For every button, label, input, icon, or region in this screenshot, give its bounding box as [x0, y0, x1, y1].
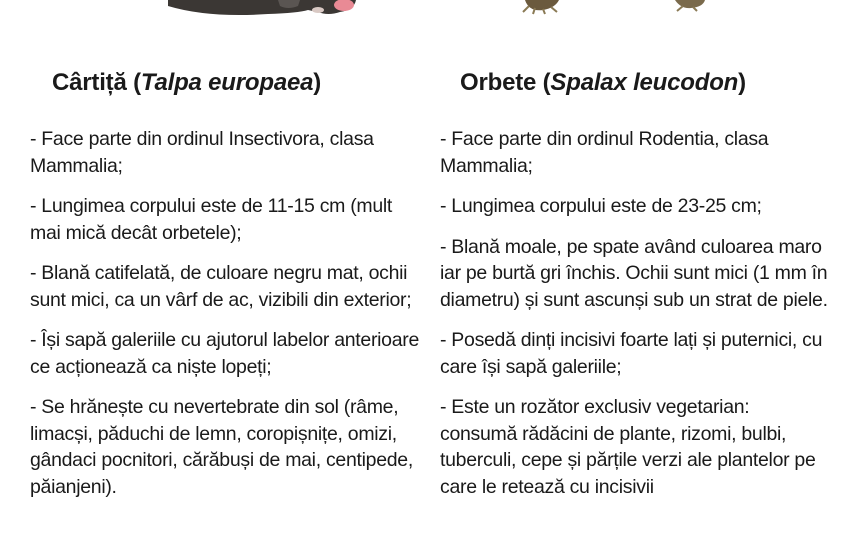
mole-scientific-name: Talpa europaea — [140, 69, 314, 96]
blind-mole-rat-illustration — [515, 0, 725, 18]
blind-mole-rat-facts-list — [440, 126, 830, 500]
mole-illustration — [168, 0, 358, 18]
mole-fact-length: - Lungimea corpului este de 11-15 cm (mult mai mică decât orbetele); — [30, 195, 393, 244]
mole-fact-fur: - Blană catifelată, de culoare negru mat, ochii sunt mici, ca un vârf de ac, vizibili din exterior; — [30, 262, 412, 311]
mole-title: Cârtiță (Talpa europaea) — [52, 69, 322, 96]
blind-mole-rat-title: Orbete (Spalax leucodon) — [460, 69, 746, 96]
blind-mole-rat-fact-fur: - Blană moale, pe spate având culoarea maro iar pe burtă gri închis. Ochii sunt mici (1 mm în diametru) și sunt ascunși sub un strat de piele. — [440, 235, 828, 311]
mole-fact-diet: - Se hrănește cu nevertebrate din sol (râme, limacși, păduchi de lemn, coropișnițe, omizi, gândaci pocnitori, cărăbuși de mai, centipede, păianjeni). — [30, 396, 413, 498]
mole-common-name: Cârtiță — [52, 69, 127, 96]
blind-mole-rat-fact-diet: - Este un rozător exclusiv vegetarian: consumă rădăcini de plante, rizomi, bulbi, tuberculi, cepe și părțile verzi ale plantelor pe care le retează cu incisivii — [440, 396, 816, 498]
mole-column — [30, 68, 420, 514]
mole-facts-list — [30, 126, 420, 500]
blind-mole-rat-scientific-name: Spalax leucodon — [550, 69, 739, 96]
blind-mole-rat-fact-teeth: - Posedă dinți incisivi foarte lați și puternici, cu care își sapă galeriile; — [440, 329, 823, 378]
blind-mole-rat-column — [440, 68, 830, 514]
blind-mole-rat-common-name: Orbete — [460, 69, 537, 96]
mole-fact-order: - Face parte din ordinul Insectivora, clasa Mammalia; — [30, 128, 374, 177]
blind-mole-rat-fact-length: - Lungimea corpului este de 23-25 cm; — [440, 195, 762, 217]
mole-fact-digging: - Își sapă galeriile cu ajutorul labelor anterioare ce acționează ca niște lopeți; — [30, 329, 420, 378]
blind-mole-rat-fact-order: - Face parte din ordinul Rodentia, clasa Mammalia; — [440, 128, 769, 177]
